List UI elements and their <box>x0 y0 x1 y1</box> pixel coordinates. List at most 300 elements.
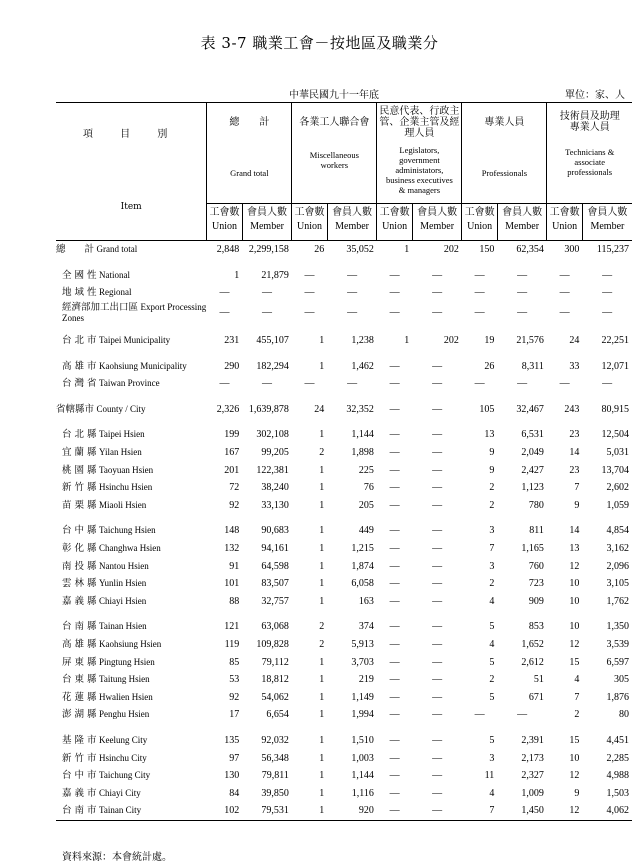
cell-value: — <box>432 752 443 764</box>
cell-value: 12,071 <box>601 360 629 372</box>
cell-value: 132 <box>224 543 240 555</box>
cell-value: — <box>432 770 443 782</box>
cell-value: 72 <box>229 482 240 494</box>
cell-value: — <box>304 307 315 319</box>
row-label <box>56 706 207 724</box>
cell-value: — <box>432 787 443 799</box>
cell-value: 2,299,158 <box>248 244 289 256</box>
cell-value: — <box>262 378 273 390</box>
row-label-en: Chiayi City <box>99 787 141 798</box>
cell-value: — <box>432 307 443 319</box>
cell-value: 199 <box>224 429 240 441</box>
table-row <box>56 636 632 654</box>
group-header-en: Grand total <box>230 168 269 178</box>
cell-value: 1,503 <box>606 787 629 799</box>
member-header <box>327 204 377 241</box>
cell-value: — <box>304 378 315 390</box>
cell-value: — <box>389 269 400 281</box>
cell-value: — <box>389 752 400 764</box>
row-label-en: Chiayi Hsien <box>99 595 147 606</box>
cell-value: — <box>432 638 443 650</box>
cell-value: — <box>389 656 400 668</box>
statistics-table <box>56 102 632 823</box>
row-label <box>56 784 207 802</box>
cell-value: — <box>474 378 485 390</box>
cell-value: — <box>219 378 230 390</box>
row-label-en: Taichung City <box>99 770 151 781</box>
cell-value: 1,059 <box>606 499 629 511</box>
row-label-en: Grand total <box>96 244 138 255</box>
cell-value: 1 <box>404 335 410 347</box>
row-label-zh: 苗 栗 縣 <box>62 499 97 511</box>
cell-value: — <box>432 560 443 572</box>
cell-value: 1,238 <box>351 335 374 347</box>
table-row <box>56 724 632 750</box>
cell-value: — <box>347 287 358 299</box>
table-row <box>56 302 632 324</box>
cell-value: 1,874 <box>351 560 374 572</box>
row-label-zh: 台 中 縣 <box>62 525 97 537</box>
cell-value: — <box>432 403 443 415</box>
cell-value: 148 <box>224 525 240 537</box>
row-label <box>56 636 207 654</box>
cell-value: 7 <box>574 691 580 703</box>
group-header-legislators <box>377 103 462 204</box>
cell-value: — <box>389 734 400 746</box>
cell-value: 1 <box>319 499 325 511</box>
row-label <box>56 324 207 350</box>
row-label-en: Yunlin Hsien <box>99 578 147 589</box>
row-label-en: National <box>99 269 131 280</box>
cell-value: 13 <box>569 543 580 555</box>
cell-value: 2,602 <box>606 482 629 494</box>
cell-value: 201 <box>224 464 240 476</box>
cell-value: — <box>347 378 358 390</box>
cell-value: 2,848 <box>216 244 240 256</box>
row-label-zh: 高 雄 市 <box>62 360 97 372</box>
member-header <box>242 204 292 241</box>
row-label <box>56 461 207 479</box>
cell-value: 2 <box>574 709 580 721</box>
cell-value: — <box>474 269 485 281</box>
cell-value: 2 <box>319 621 325 633</box>
cell-value: 3,105 <box>606 578 629 590</box>
cell-value: — <box>432 499 443 511</box>
cell-value: — <box>432 734 443 746</box>
cell-value: 5 <box>489 734 495 746</box>
cell-value: 84 <box>229 787 240 799</box>
cell-value: 9 <box>489 447 495 459</box>
cell-value: 2,049 <box>521 447 544 459</box>
member-header-zh: 會員人數 <box>332 207 373 218</box>
member-header <box>582 204 632 241</box>
cell-value: — <box>432 287 443 299</box>
cell-value: 231 <box>224 335 240 347</box>
row-label <box>56 514 207 540</box>
cell-value: 1,898 <box>351 447 374 459</box>
group-header-en: Technicians & associate professionals <box>565 147 615 177</box>
cell-value: — <box>389 429 400 441</box>
cell-value: 3,162 <box>606 543 629 555</box>
union-header-en: Union <box>552 221 578 232</box>
cell-value: 64,598 <box>261 560 289 572</box>
row-label-zh: 宜 蘭 縣 <box>62 447 97 459</box>
cell-value: 9 <box>574 787 580 799</box>
cell-value: 5 <box>489 621 495 633</box>
cell-value: 3 <box>489 752 495 764</box>
cell-value: 135 <box>224 734 240 746</box>
cell-value: 14 <box>569 525 580 537</box>
cell-value: 4 <box>489 638 495 650</box>
row-label-zh: 台 南 市 <box>62 805 97 817</box>
row-label-zh: 新 竹 縣 <box>62 482 97 494</box>
row-label <box>56 284 207 302</box>
member-header <box>412 204 462 241</box>
table-row <box>56 393 632 419</box>
cell-value: — <box>517 378 528 390</box>
cell-value: 32,467 <box>516 403 544 415</box>
cell-value: 92 <box>229 691 240 703</box>
cell-value: 56,348 <box>261 752 289 764</box>
table-row <box>56 802 632 820</box>
cell-value: 13 <box>484 429 495 441</box>
row-label <box>56 393 207 419</box>
cell-value: 1 <box>234 269 240 281</box>
cell-value: 5 <box>489 656 495 668</box>
table-row <box>56 349 632 375</box>
cell-value: — <box>389 307 400 319</box>
row-label <box>56 349 207 375</box>
row-label <box>56 653 207 671</box>
cell-value: 1,876 <box>606 691 629 703</box>
cell-value: — <box>602 378 613 390</box>
cell-value: 4,062 <box>606 805 629 817</box>
member-header-en: Member <box>335 221 370 232</box>
cell-value: 63,068 <box>261 621 289 633</box>
cell-value: 83,507 <box>261 578 289 590</box>
group-header-grand-total <box>207 103 292 204</box>
cell-value: — <box>559 307 570 319</box>
cell-value: 1 <box>319 482 325 494</box>
cell-value: 9 <box>489 464 495 476</box>
row-label <box>56 259 207 285</box>
row-label <box>56 749 207 767</box>
cell-value: 1 <box>319 734 325 746</box>
cell-value: — <box>432 656 443 668</box>
cell-value: — <box>559 269 570 281</box>
cell-value: 130 <box>224 770 240 782</box>
cell-value: 21,576 <box>516 335 544 347</box>
row-label <box>56 767 207 785</box>
cell-value: 2,612 <box>521 656 544 668</box>
row-label <box>56 444 207 462</box>
cell-value: 2 <box>489 578 495 590</box>
cell-value: 305 <box>614 674 629 686</box>
row-label-zh: 總 計 <box>56 244 95 256</box>
row-label <box>56 724 207 750</box>
cell-value: 33,130 <box>261 499 289 511</box>
cell-value: 54,062 <box>261 691 289 703</box>
cell-value: — <box>559 287 570 299</box>
union-header-en: Union <box>382 221 408 232</box>
cell-value: 455,107 <box>256 335 289 347</box>
cell-value: 80,915 <box>601 403 629 415</box>
cell-value: 2,173 <box>521 752 544 764</box>
cell-value: 300 <box>564 244 580 256</box>
cell-value: 32,757 <box>261 595 289 607</box>
row-label <box>56 688 207 706</box>
cell-value: — <box>389 691 400 703</box>
table-row <box>56 461 632 479</box>
row-label-en: Taoyuan Hsien <box>99 464 154 475</box>
group-header-professionals <box>462 103 547 204</box>
cell-value: — <box>389 638 400 650</box>
cell-value: 1,762 <box>606 595 629 607</box>
row-label-zh: 彰 化 縣 <box>62 543 97 555</box>
cell-value: 163 <box>358 595 374 607</box>
cell-value: 33 <box>569 360 580 372</box>
group-header-zh: 各業工人聯合會 <box>299 117 370 128</box>
cell-value: 1,639,878 <box>248 403 289 415</box>
cell-value: — <box>432 805 443 817</box>
row-label <box>56 802 207 820</box>
cell-value: 94,161 <box>261 543 289 555</box>
cell-value: 10 <box>569 595 580 607</box>
cell-value: 2 <box>319 638 325 650</box>
row-label-zh: 經濟部加工出口區 <box>62 301 139 313</box>
table-row <box>56 688 632 706</box>
cell-value: 105 <box>479 403 495 415</box>
cell-value: 10 <box>569 578 580 590</box>
cell-value: — <box>432 464 443 476</box>
cell-value: 2,391 <box>521 734 544 746</box>
cell-value: 51 <box>533 674 544 686</box>
cell-value: 12 <box>569 805 580 817</box>
cell-value: 374 <box>358 621 374 633</box>
table-row <box>56 375 632 393</box>
cell-value: 1 <box>319 709 325 721</box>
cell-value: — <box>262 287 273 299</box>
table-row <box>56 575 632 593</box>
cell-value: 12 <box>569 638 580 650</box>
group-header-zh: 民意代表、行政主管、企業主管及經理人員 <box>379 106 460 139</box>
row-label-zh: 台 北 市 <box>62 335 97 347</box>
cell-value: 2,327 <box>521 770 544 782</box>
row-label-zh: 澎 湖 縣 <box>62 709 97 721</box>
union-header-en: Union <box>297 221 323 232</box>
row-label-zh: 台 南 縣 <box>62 621 97 633</box>
union-header-en: Union <box>467 221 493 232</box>
row-label <box>56 241 207 259</box>
cell-value: 1 <box>319 335 325 347</box>
cell-value: 23 <box>569 464 580 476</box>
table-row <box>56 284 632 302</box>
page-title: 表 3-7 職業工會－按地區及職業分 <box>200 34 439 52</box>
cell-value: 202 <box>443 244 459 256</box>
cell-value: 23 <box>569 429 580 441</box>
row-label <box>56 610 207 636</box>
cell-value: 1 <box>404 244 410 256</box>
table-bottom-rule <box>56 820 632 823</box>
cell-value: 76 <box>363 482 374 494</box>
source-note: 資料來源：本會統計處。 <box>62 852 172 863</box>
row-label-en: Tainan Hsien <box>99 621 147 632</box>
row-label <box>56 302 207 324</box>
row-label-en: Miaoli Hsien <box>99 499 147 510</box>
cell-value: 5,031 <box>606 447 629 459</box>
cell-value: 780 <box>528 499 544 511</box>
cell-value: 5,913 <box>351 638 374 650</box>
cell-value: 39,850 <box>261 787 289 799</box>
union-header <box>377 204 412 241</box>
cell-value: 85 <box>229 656 240 668</box>
cell-value: — <box>474 307 485 319</box>
cell-value: — <box>432 429 443 441</box>
table-header <box>56 103 632 241</box>
cell-value: 150 <box>479 244 495 256</box>
cell-value: 1 <box>319 674 325 686</box>
cell-value: 4 <box>489 595 495 607</box>
row-label-en: County / City <box>96 403 146 414</box>
cell-value: 1,462 <box>351 360 374 372</box>
row-label-zh: 花 蓮 縣 <box>62 691 97 703</box>
cell-value: 205 <box>358 499 374 511</box>
cell-value: 109,828 <box>256 638 289 650</box>
cell-value: 1,003 <box>351 752 374 764</box>
cell-value: — <box>432 578 443 590</box>
row-label-zh: 地 域 性 <box>62 287 97 299</box>
cell-value: 1 <box>319 525 325 537</box>
group-header-en: Professionals <box>481 168 528 178</box>
cell-value: 122,381 <box>256 464 289 476</box>
cell-value: 7 <box>489 543 495 555</box>
cell-value: 4,451 <box>606 734 629 746</box>
cell-value: 80 <box>619 709 629 721</box>
cell-value: 79,112 <box>261 656 289 668</box>
cell-value: 1,123 <box>521 482 544 494</box>
row-label-en: Hsinchu City <box>99 752 147 763</box>
cell-value: 15 <box>569 656 580 668</box>
row-label-en: Kaohsiung Hsien <box>99 638 162 649</box>
cell-value: 2 <box>489 482 495 494</box>
cell-value: 6,531 <box>521 429 544 441</box>
cell-value: 24 <box>314 403 325 415</box>
union-header <box>292 204 327 241</box>
cell-value: 909 <box>528 595 544 607</box>
cell-value: 449 <box>358 525 374 537</box>
table-row <box>56 444 632 462</box>
cell-value: — <box>389 499 400 511</box>
cell-value: 4 <box>574 674 580 686</box>
cell-value: 2,285 <box>606 752 629 764</box>
row-label <box>56 497 207 515</box>
table-row <box>56 557 632 575</box>
row-label-en: Pingtung Hsien <box>99 656 155 667</box>
row-label <box>56 540 207 558</box>
cell-value: 2,326 <box>216 403 240 415</box>
row-label <box>56 375 207 393</box>
table-row <box>56 418 632 444</box>
cell-value: — <box>602 269 613 281</box>
cell-value: 1,450 <box>521 805 544 817</box>
cell-value: 11 <box>484 770 495 782</box>
cell-value: — <box>432 543 443 555</box>
row-label-zh: 基 隆 市 <box>62 734 97 746</box>
cell-value: 671 <box>528 691 544 703</box>
cell-value: — <box>389 595 400 607</box>
row-label-zh: 省轄縣市 <box>56 403 95 415</box>
cell-value: — <box>304 287 315 299</box>
cell-value: 167 <box>224 447 240 459</box>
row-label-en: Taichung Hsien <box>99 525 156 536</box>
cell-value: 35,052 <box>346 244 374 256</box>
cell-value: 723 <box>528 578 544 590</box>
row-label-zh: 台 北 縣 <box>62 429 97 441</box>
cell-value: 920 <box>358 805 374 817</box>
cell-value: 14 <box>569 447 580 459</box>
cell-value: — <box>389 770 400 782</box>
member-header-zh: 會員人數 <box>247 207 288 218</box>
cell-value: — <box>432 595 443 607</box>
cell-value: 97 <box>229 752 240 764</box>
table-row <box>56 259 632 285</box>
table-row <box>56 497 632 515</box>
cell-value: 26 <box>484 360 495 372</box>
row-label-zh: 桃 園 縣 <box>62 464 97 476</box>
row-label-zh: 屏 東 縣 <box>62 656 97 668</box>
cell-value: 1,144 <box>351 429 374 441</box>
cell-value: — <box>432 269 443 281</box>
cell-value: 6,058 <box>351 578 374 590</box>
group-header-zh: 專業人員 <box>484 117 525 128</box>
cell-value: 115,237 <box>596 244 629 256</box>
cell-value: 119 <box>224 638 240 650</box>
cell-value: 1 <box>319 752 325 764</box>
table-row <box>56 610 632 636</box>
cell-value: 1,994 <box>351 709 374 721</box>
cell-value: 5 <box>489 691 495 703</box>
cell-value: — <box>432 360 443 372</box>
cell-value: — <box>559 378 570 390</box>
row-label-en: Nantou Hsien <box>99 560 149 571</box>
cell-value: 1,215 <box>351 543 374 555</box>
cell-value: — <box>304 269 315 281</box>
table-subtitle: 中華民國九十一年底 <box>289 90 379 101</box>
cell-value: 1,144 <box>351 770 374 782</box>
row-label-en: Taipei Hsien <box>99 429 145 440</box>
cell-value: 91 <box>229 560 240 572</box>
cell-value: 18,812 <box>261 674 289 686</box>
union-header-en: Union <box>212 221 238 232</box>
cell-value: 79,811 <box>261 770 289 782</box>
member-header-en: Member <box>250 221 284 232</box>
row-label-en: Yilan Hsien <box>99 447 142 458</box>
cell-value: 1 <box>319 543 325 555</box>
cell-value: — <box>389 709 400 721</box>
cell-value: — <box>389 525 400 537</box>
cell-value: — <box>347 269 358 281</box>
cell-value: 1 <box>319 429 325 441</box>
cell-value: 1,652 <box>521 638 544 650</box>
cell-value: 1 <box>319 691 325 703</box>
cell-value: 99,205 <box>261 447 289 459</box>
cell-value: — <box>517 287 528 299</box>
cell-value: — <box>389 674 400 686</box>
row-label-en: Hsinchu Hsien <box>99 482 153 493</box>
cell-value: 1,009 <box>521 787 544 799</box>
cell-value: — <box>432 525 443 537</box>
cell-value: 15 <box>569 734 580 746</box>
